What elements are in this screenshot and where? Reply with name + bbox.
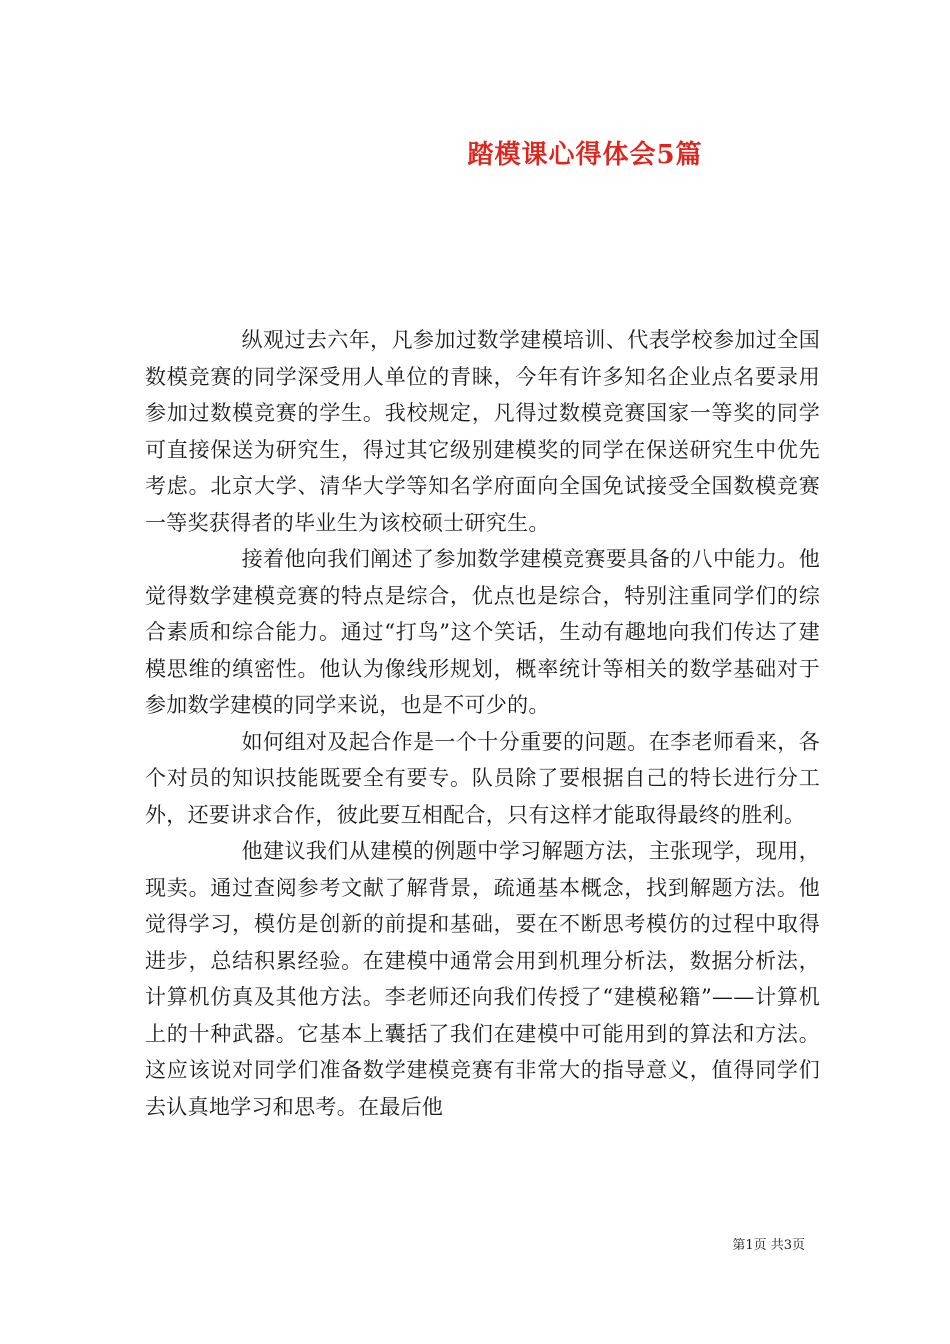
paragraph-2: 接着他向我们阐述了参加数学建模竞赛要具备的八中能力。他觉得数学建模竞赛的特点是综合，优点也是综合，特别注重同学们的综合素质和综合能力。通过“打鸟”这个笑话，生动有趣地向我们传达了建模思维的缜密性。他认为像线形规划，概率统计等相关的数学基础对于参加数学建模的同学来说，也是不可少的。 (145, 547, 820, 717)
document-title: 踏模课心得体会5篇 (467, 140, 703, 170)
paragraph-3: 如何组对及起合作是一个十分重要的问题。在李老师看来，各个对员的知识技能既要全有要专。队员除了要根据自己的特长进行分工外，还要讲求合作，彼此要互相配合，只有这样才能取得最终的胜利。 (145, 729, 820, 827)
document-body (145, 322, 820, 1125)
paragraph-4: 他建议我们从建模的例题中学习解题方法，主张现学，现用，现卖。通过查阅参考文献了解背景，疏通基本概念，找到解题方法。他觉得学习，模仿是创新的前提和基础，要在不断思考模仿的过程中取得进步，总结积累经验。在建模中通常会用到机理分析法，数据分析法，计算机仿真及其他方法。李老师还向我们传授了“建模秘籍”——计算机上的十种武器。它基本上囊括了我们在建模中可能用到的算法和方法。这应该说对同学们准备数学建模竞赛有非常大的指导意义，值得同学们去认真地学习和思考。在最后他 (145, 839, 820, 1119)
paragraph-1: 纵观过去六年，凡参加过数学建模培训、代表学校参加过全国数模竞赛的同学深受用人单位的青睐，今年有许多知名企业点名要录用参加过数模竞赛的学生。我校规定，凡得过数模竞赛国家一等奖的同学可直接保送为研究生，得过其它级别建模奖的同学在保送研究生中优先考虑。北京大学、清华大学等知名学府面向全国免试接受全国数模竞赛一等奖获得者的毕业生为该校硕士研究生。 (145, 328, 820, 535)
page-number: 第1页 共3页 (732, 1238, 805, 1253)
